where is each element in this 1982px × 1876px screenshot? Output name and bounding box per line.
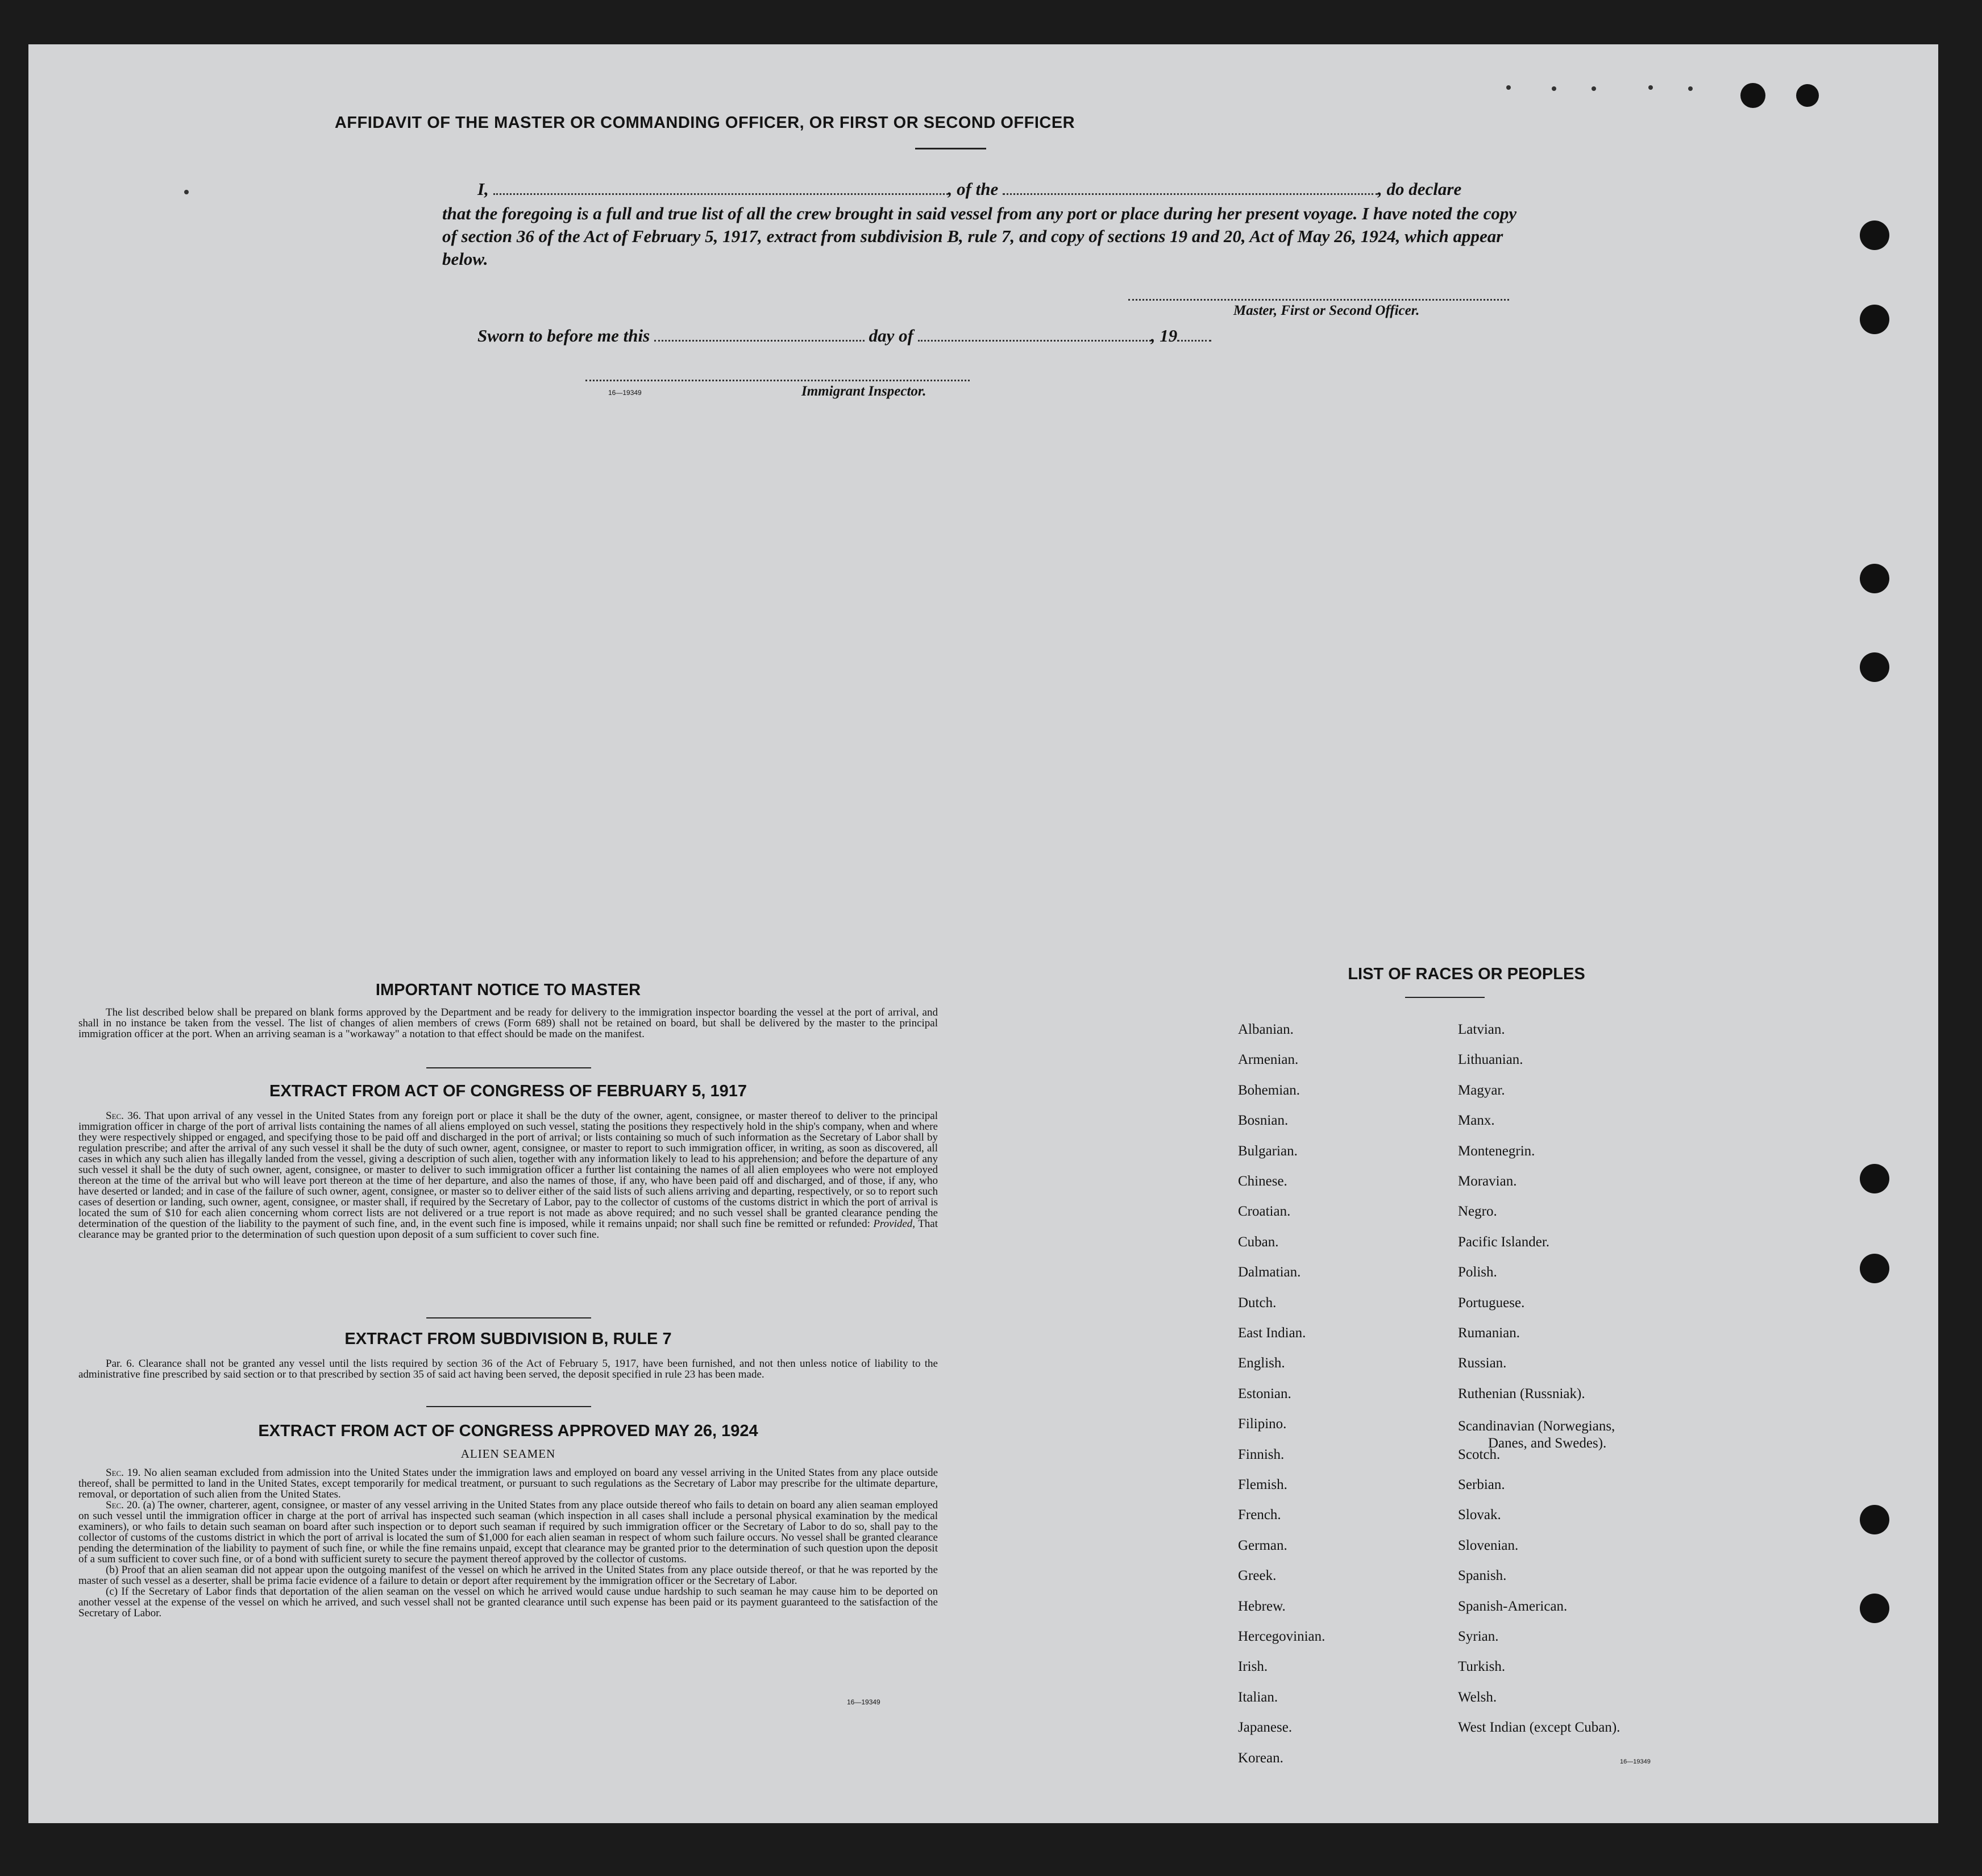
race-item: Hebrew. <box>1238 1598 1286 1614</box>
extract-1924-text <box>78 1467 938 1619</box>
race-item: Moravian. <box>1458 1174 1517 1189</box>
declaration-i: I, <box>477 179 489 199</box>
race-item: Pacific Islander. <box>1458 1234 1550 1250</box>
race-item: English. <box>1238 1355 1285 1371</box>
section-19-text: No alien seaman excluded from admission into the United States under the immigration laws and employed on board any vessel arriving in the United States from any place outside thereof, shall be permitted to land in the United States, except temporarily for medical treatment, or pursuant to such regulations as the Secretary of Labor may prescribe for the ultimate departure, removal, or deportation of such alien from the United States. <box>78 1467 938 1500</box>
section-20c-text: (c) If the Secretary of Labor finds that deportation of the alien seaman on the vessel on which he arrived would cause undue hardship to such seaman he may cause him to be deported on another vessel at the expense of the vessel on which he arrived, and such vessel shall not be granted clearance until such expense has been paid or its payment guaranteed to the satisfaction of the Secretary of Labor. <box>78 1586 938 1619</box>
race-item: Spanish-American. <box>1458 1598 1568 1614</box>
punch-hole <box>1740 83 1765 108</box>
punch-hole <box>1860 1164 1889 1193</box>
race-item: Negro. <box>1458 1204 1497 1220</box>
sworn-line <box>477 325 1211 347</box>
vessel-blank <box>1003 193 1378 195</box>
section-36-end: That clearance may be granted prior to the determination of such question upon deposit of a sum sufficient to cover such fine. <box>78 1218 938 1241</box>
race-item: Chinese. <box>1238 1174 1287 1189</box>
race-item: Japanese. <box>1238 1720 1293 1736</box>
divider <box>426 1406 591 1407</box>
section-20-label: Sec. 20. <box>106 1499 140 1511</box>
race-item: East Indian. <box>1238 1325 1306 1341</box>
punch-hole <box>1860 1505 1889 1534</box>
race-item: Rumanian. <box>1458 1325 1520 1341</box>
race-item: Bulgarian. <box>1238 1143 1298 1159</box>
provided-word: Provided, <box>873 1218 916 1230</box>
race-item: Slovenian. <box>1458 1537 1519 1553</box>
extract-1917-title: EXTRACT FROM ACT OF CONGRESS OF FEBRUARY 5, 1917 <box>269 1082 747 1100</box>
alien-seamen-subtitle: ALIEN SEAMEN <box>460 1447 556 1461</box>
speck <box>1552 86 1556 91</box>
race-item: Flemish. <box>1238 1477 1287 1492</box>
signature-label: Master, First or Second Officer. <box>1233 303 1420 318</box>
race-item: Dutch. <box>1238 1295 1277 1311</box>
extract-1924-title: EXTRACT FROM ACT OF CONGRESS APPROVED MAY 26, 1924 <box>258 1422 758 1440</box>
rule-7-title: EXTRACT FROM SUBDIVISION B, RULE 7 <box>344 1330 672 1348</box>
inspector-label: Immigrant Inspector. <box>801 384 926 399</box>
race-item: Armenian. <box>1238 1052 1299 1068</box>
race-item: Ruthenian (Russniak). <box>1458 1386 1585 1401</box>
divider <box>426 1067 591 1068</box>
affidavit-title: AFFIDAVIT OF THE MASTER OR COMMANDING OFFICER, OR FIRST OR SECOND OFFICER <box>334 114 1075 132</box>
inspector-blank <box>585 380 970 381</box>
race-item: Montenegrin. <box>1458 1143 1535 1159</box>
race-item: Scandinavian (Norwegians, <box>1458 1419 1615 1434</box>
document-page <box>28 44 1938 1823</box>
race-item: Polish. <box>1458 1264 1497 1280</box>
divider <box>1405 997 1485 998</box>
sworn-month-blank <box>918 340 1151 342</box>
race-item: Lithuanian. <box>1458 1052 1523 1068</box>
notice-title: IMPORTANT NOTICE TO MASTER <box>375 981 641 999</box>
race-item: Portuguese. <box>1458 1295 1525 1311</box>
speck <box>1506 85 1511 90</box>
race-item: West Indian (except Cuban). <box>1458 1720 1620 1736</box>
sworn-year: , 19 <box>1150 326 1178 346</box>
race-item: Danes, and Swedes). <box>1488 1436 1607 1451</box>
declaration-text: that the foregoing is a full and true list of all the crew brought in said vessel from any port or place during her present voyage. I have noted the copy of section 36 of the Act of February 5, 1917, extract from subdivision B, rule 7, and copy of sections 19 and 20, Act of May 26, 1924, which appear below. <box>442 203 1517 269</box>
race-item: Estonian. <box>1238 1386 1291 1401</box>
race-item: Latvian. <box>1458 1022 1505 1037</box>
speck <box>184 190 189 194</box>
declaration-of-the: , of the <box>948 179 999 199</box>
punch-hole <box>1796 84 1819 107</box>
notice-text <box>78 1007 938 1039</box>
race-item: French. <box>1238 1507 1281 1523</box>
sworn-day-blank <box>654 340 865 342</box>
sworn-prefix: Sworn to before me this <box>477 326 650 346</box>
race-item: Korean. <box>1238 1750 1283 1766</box>
speck <box>1592 86 1596 91</box>
extract-1917-text <box>78 1110 938 1240</box>
rule-7-text <box>78 1358 938 1380</box>
race-item: Dalmatian. <box>1238 1264 1301 1280</box>
race-item: Magyar. <box>1458 1082 1505 1098</box>
race-item: Italian. <box>1238 1689 1278 1705</box>
race-item: Slovak. <box>1458 1507 1501 1523</box>
notice-paragraph: The list described below shall be prepared on blank forms approved by the Department and be ready for delivery to the immigration inspector boarding the vessel at the port of arrival, and shall in no instance be taken from the vessel. The list of changes of alien members of crews (Form 689) shall not be retained on board, but shall be delivered by the master to the principal immigration officer at the port. When an arriving seaman is a "workaway" a notation to that effect should be made on the manifest. <box>78 1006 938 1040</box>
form-number: 16—19349 <box>1620 1758 1651 1765</box>
signature-blank <box>1128 299 1509 301</box>
race-item: Irish. <box>1238 1659 1268 1675</box>
race-item: Serbian. <box>1458 1477 1505 1492</box>
race-item: Bohemian. <box>1238 1082 1300 1098</box>
form-number: 16—19349 <box>608 389 642 397</box>
race-item: Albanian. <box>1238 1022 1294 1037</box>
race-item: Cuban. <box>1238 1234 1279 1250</box>
section-20b-text: (b) Proof that an alien seaman did not appear upon the outgoing manifest of the vessel on which he arrived in the United States from any place outside thereof, or that he was reported by the master of such vessel as a deserter, shall be prima facie evidence of a failure to detain or deport after requirement by the immigration officer or the Secretary of Labor. <box>78 1564 938 1587</box>
race-item: Finnish. <box>1238 1446 1285 1462</box>
section-36-text: That upon arrival of any vessel in the United States from any foreign port or place it shall be the duty of the owner, agent, consignee, or master thereof to deliver to the principal immigration officer in charge of the port of arrival lists containing the names of all aliens employed on such vessel, stating the positions they respectively hold in the ship's company, when and where they were respectively shipped or engaged, and specifying those to be paid off and discharged in the port of arrival; or lists containing so much of such information as the Secretary of Labor shall by regulation prescribe; and after the arrival of any such vessel it shall be the duty of such owner, agent, consignee, or master to report to such immigration officer, in writing, as soon as discovered, all cases in which any such alien has illegally landed from the vessel, giving a description of such alien, together with any information likely to lead to his apprehension; and before the departure of any such vessel it shall be the duty of such owner, agent, consignee, or master to deliver to such immigration officer a further list containing the names of all alien employees who were not employed thereon at the time of the arrival but who will leave port thereon at the time of her departure, and also the names of those, if any, who have been paid off and discharged, and of those, if any, who have deserted or landed; and in case of the failure of such owner, agent, consignee, or master so to deliver either of the said lists of such aliens arriving and departing, respectively, or so to report such cases of desertion or landing, such owner, agent, consignee, or master shall, if required by the Secretary of Labor, pay to the collector of customs of the customs district in which the port of arrival is located the sum of $10 for each alien concerning whom correct lists are not delivered or a true report is not made as above required; and no such vessel shall be granted clearance pending the determination of the question of the liability to the payment of such fine, and, in the event such fine is imposed, while it remains unpaid; nor shall such fine be remitted or refunded: <box>78 1110 938 1230</box>
race-item: Filipino. <box>1238 1416 1287 1432</box>
declaration-declare: , do declare <box>1378 179 1462 199</box>
race-item: Russian. <box>1458 1355 1507 1371</box>
punch-hole <box>1860 305 1889 334</box>
rule-7-paragraph: Par. 6. Clearance shall not be granted any vessel until the lists required by section 36 of the Act of February 5, 1917, have been furnished, and not then unless notice of liability to the administrative fine prescribed by said section or to that prescribed by section 35 of said act having been served, the deposit specified in rule 23 has been made. <box>78 1358 938 1380</box>
section-20a-text: (a) The owner, charterer, agent, consignee, or master of any vessel arriving in the United States from any place outside thereof who fails to detain on board any alien seaman employed on such vessel until the immigration officer in charge at the port of arrival has inspected such seaman (which inspection in all cases shall include a personal physical examination by the medical examiners), or who fails to detain such seaman on board after such inspection or to deport such seaman if required by such immigration officer or the Secretary of Labor to do so, shall pay to the collector of customs of the customs district in which the port of arrival is located the sum of $1,000 for each alien seaman in respect of whom such failure occurs. No vessel shall be granted clearance pending the determination of the liability to payment of such fine, or while the fine remains unpaid, except that clearance may be granted prior to the determination of such question upon the deposit of a sum sufficient to cover such fine, or of a bond with sufficient surety to secure the payment thereof approved by the collector of customs. <box>78 1499 938 1565</box>
punch-hole <box>1860 564 1889 593</box>
race-item: Welsh. <box>1458 1689 1497 1705</box>
divider <box>915 148 986 149</box>
race-item: Syrian. <box>1458 1629 1499 1644</box>
race-item: Manx. <box>1458 1113 1495 1129</box>
race-item: Spanish. <box>1458 1568 1507 1584</box>
race-item: Turkish. <box>1458 1659 1506 1675</box>
divider <box>426 1317 591 1318</box>
punch-hole <box>1860 221 1889 250</box>
punch-hole <box>1860 1594 1889 1623</box>
section-19-label: Sec. 19. <box>106 1467 141 1479</box>
speck <box>1648 85 1653 90</box>
race-item: Hercegovinian. <box>1238 1629 1326 1644</box>
declaration-line <box>477 178 1461 200</box>
race-item: Greek. <box>1238 1568 1277 1584</box>
section-label: Sec. 36. <box>106 1110 142 1122</box>
name-blank <box>493 193 948 195</box>
races-title: LIST OF RACES OR PEOPLES <box>1348 965 1585 983</box>
race-item: Croatian. <box>1238 1204 1291 1220</box>
punch-hole <box>1860 1254 1889 1283</box>
race-item: Scotch. <box>1458 1446 1501 1462</box>
race-item: Bosnian. <box>1238 1113 1289 1129</box>
punch-hole <box>1860 652 1889 682</box>
race-item: German. <box>1238 1537 1287 1553</box>
sworn-year-blank <box>1177 340 1211 342</box>
sworn-day-of: day of <box>869 326 913 346</box>
form-number: 16—19349 <box>847 1698 880 1706</box>
speck <box>1688 86 1693 91</box>
